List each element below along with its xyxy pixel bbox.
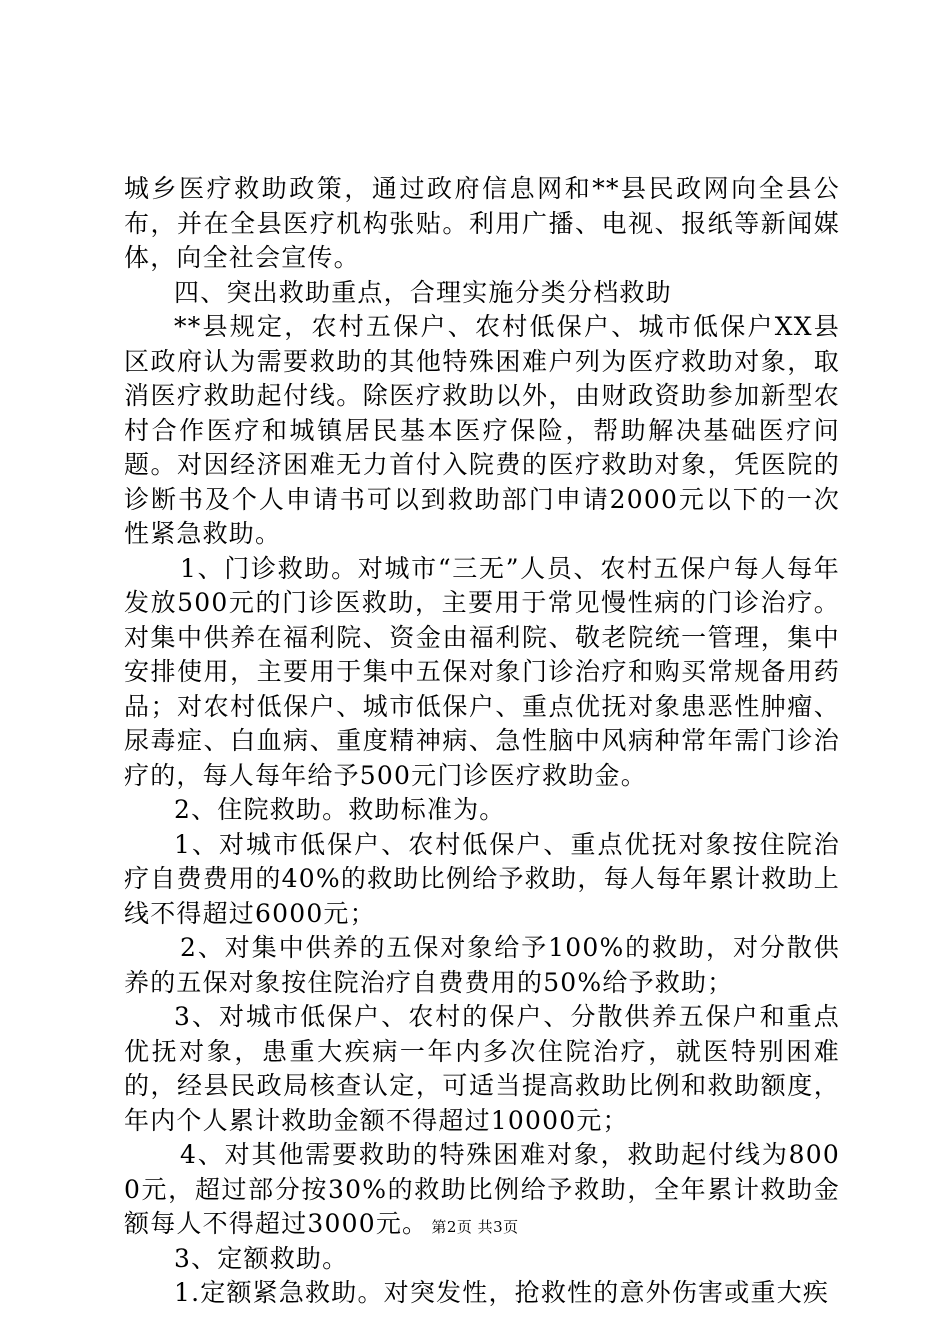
paragraph-fixed-aid: 3、定额救助。 (174, 1243, 349, 1273)
paragraph-inpatient-aid: 2、住院救助。救助标准为。 (174, 795, 506, 824)
paragraph-inpatient-item-3: 3、对城市低保户、农村的保户、分散供养五保户和重点优抚对象，患重大疾病一年内多次住院治疗，就医特别困难的，经县民政局核查认定，可适当提高救助比例和救助额度，年内个人累计救助金额不得超过10000元； (124, 1002, 840, 1135)
paragraph-inpatient-item-2: 2、对集中供养的五保对象给予100%的救助，对分散供养的五保对象按住院治疗自费费用的50%给予救助； (124, 933, 840, 997)
paragraph-county-rules: **县规定，农村五保户、农村低保户、城市低保户XX县区政府认为需要救助的其他特殊困难户列为医疗救助对象，取消医疗救助起付线。除医疗救助以外，由财政资助参加新型农村合作医疗和城镇居民基本医疗保险，帮助解决基础医疗问题。对因经济困难无力首付入院费的医疗救助对象，凭医院的诊断书及个人申请书可以到救助部门申请2000元以下的一次性紧急救助。 (124, 312, 840, 548)
paragraph-outpatient-aid: 1、门诊救助。对城市“三无”人员、农村五保户每人每年发放500元的门诊医救助，主要用于常见慢性病的门诊治疗。对集中供养在福利院、资金由福利院、敬老院统一管理，集中安排使用，主要用于集中五保对象门诊治疗和购买常规备用药品；对农村低保户、城市低保户、重点优抚对象患恶性肿瘤、尿毒症、白血病、重度精神病、急性脑中风病种常年需门诊治疗的，每人每年给予500元门诊医疗救助金。 (124, 553, 840, 790)
document-body (124, 172, 840, 1311)
paragraph-continuation: 城乡医疗救助政策，通过政府信息网和**县民政网向全县公布，并在全县医疗机构张贴。利用广播、电视、报纸等新闻媒体，向全社会宣传。 (124, 174, 840, 272)
paragraph-inpatient-item-1: 1、对城市低保户、农村低保户、重点优抚对象按住院治疗自费费用的40%的救助比例给予救助，每人每年累计救助上线不得超过6000元； (124, 829, 840, 928)
paragraph-fixed-emergency-aid: 1.定额紧急救助。对突发性，抢救性的意外伤害或重大疾 (174, 1278, 830, 1307)
section-heading-four: 四、突出救助重点，合理实施分类分档救助 (174, 277, 672, 307)
page-number-footer: 第2页 共3页 (431, 1218, 519, 1236)
paragraph-inpatient-item-4: 4、对其他需要救助的特殊困难对象，救助起付线为8000元，超过部分按30%的救助比例给予救助，全年累计救助金额每人不得超过3000元。 (124, 1140, 840, 1238)
